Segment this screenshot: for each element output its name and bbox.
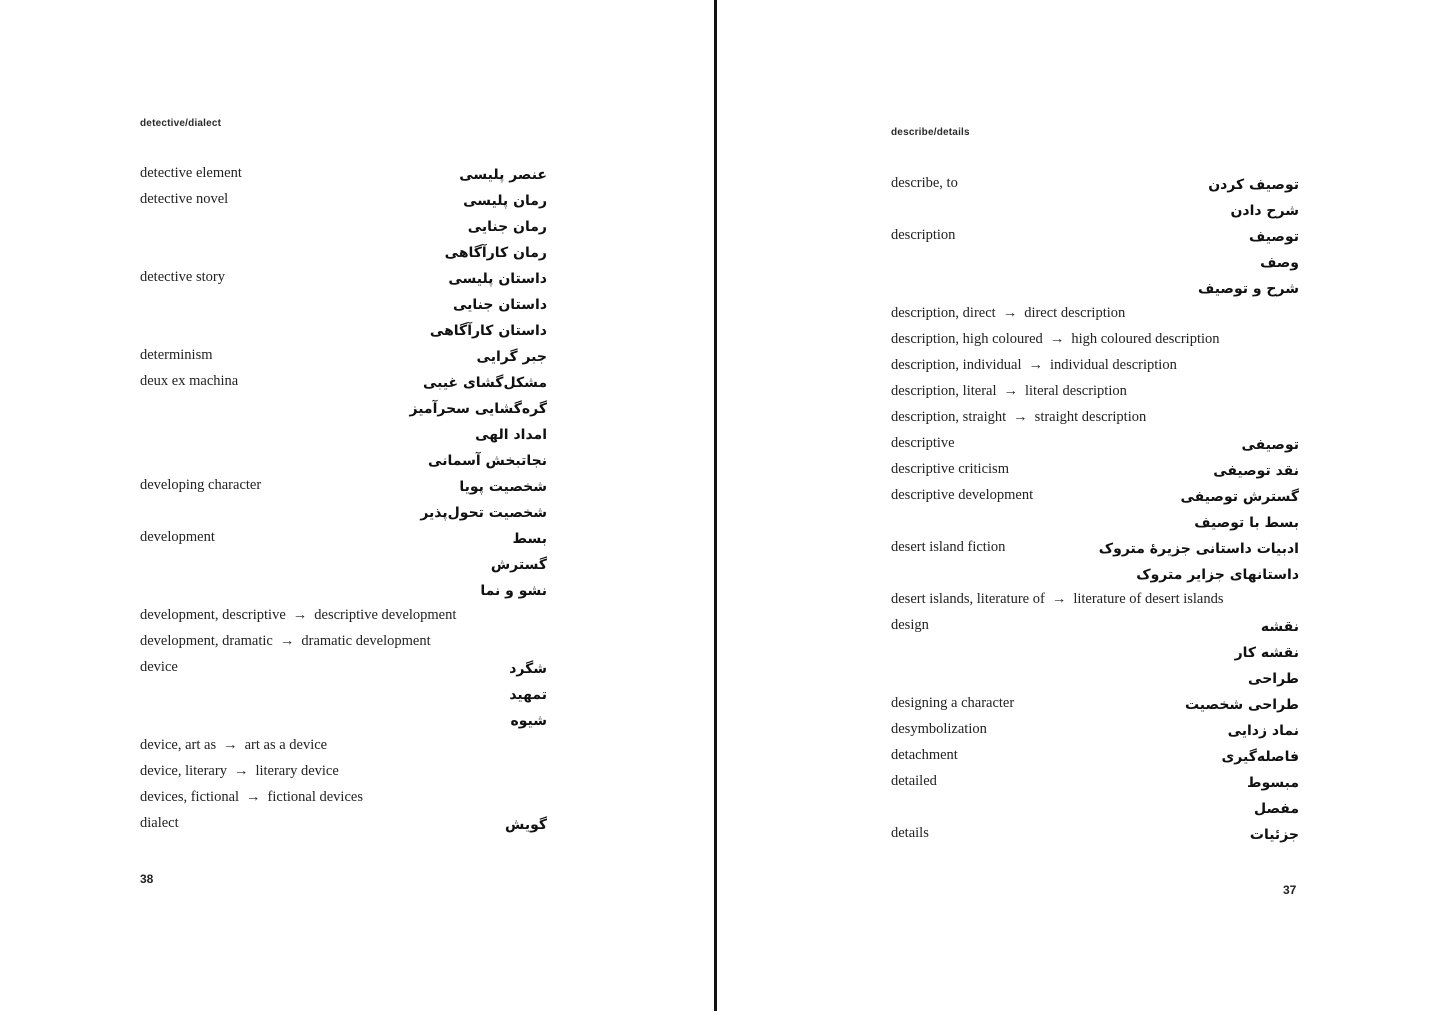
term-english: description, straight [891, 409, 1007, 425]
running-header: describe/details [891, 127, 970, 138]
glossary-entry [891, 330, 1299, 356]
glossary-entry [891, 382, 1299, 408]
glossary-entry [891, 772, 1299, 798]
term-english: description, individual [891, 357, 1022, 373]
glossary-entry [140, 346, 547, 372]
term-persian: توصیفی [1241, 437, 1299, 453]
book-gutter [714, 0, 717, 1011]
see-target-term: fictional devices [267, 789, 363, 805]
term-english: detailed [891, 773, 937, 789]
glossary-entry [140, 398, 547, 424]
term-persian: توصیف [1249, 229, 1299, 245]
see-arrow-icon: → [233, 763, 249, 779]
term-english: device, art as [140, 737, 217, 753]
term-english: description, high coloured [891, 331, 1043, 347]
glossary-entry [891, 668, 1299, 694]
glossary-entry [891, 824, 1299, 850]
glossary-entry [891, 512, 1299, 538]
cross-reference [140, 606, 456, 624]
term-persian: شیوه [510, 713, 547, 729]
term-english: details [891, 825, 929, 841]
glossary-entry [140, 788, 547, 814]
glossary-entry [140, 190, 547, 216]
see-target-term: individual description [1049, 357, 1177, 373]
see-arrow-icon: → [1002, 305, 1018, 321]
page-number: 37 [1283, 883, 1297, 897]
glossary-entries [140, 164, 547, 840]
glossary-entry [891, 278, 1299, 304]
glossary-entry [140, 242, 547, 268]
glossary-entry [891, 798, 1299, 824]
glossary-entry [140, 476, 547, 502]
term-persian: رمان کارآگاهی [444, 245, 547, 261]
term-persian: رمان پلیسی [463, 193, 547, 209]
term-persian: نقشه [1260, 619, 1299, 635]
cross-reference [891, 590, 1224, 608]
glossary-entry [891, 642, 1299, 668]
cross-reference [891, 304, 1125, 322]
term-english: describe, to [891, 175, 958, 191]
term-persian: مفصل [1253, 801, 1299, 817]
term-english: desert island fiction [891, 539, 1006, 555]
see-arrow-icon: → [292, 607, 308, 623]
see-target-term: high coloured description [1071, 331, 1220, 347]
glossary-entry [140, 814, 547, 840]
term-english: detective novel [140, 191, 229, 207]
term-persian: داستان کارآگاهی [429, 323, 547, 339]
glossary-entry [891, 356, 1299, 382]
cross-reference [140, 632, 431, 650]
see-arrow-icon: → [1013, 409, 1028, 425]
glossary-entry [891, 486, 1299, 512]
glossary-entry [140, 554, 547, 580]
see-arrow-icon: → [1051, 591, 1067, 607]
term-persian: گره‌گشایی سحرآمیز [409, 401, 547, 417]
glossary-entry [891, 408, 1299, 434]
glossary-entry [140, 606, 547, 632]
see-target-term: straight description [1034, 409, 1147, 425]
term-english: designing a character [891, 695, 1015, 711]
term-persian: جبر گرایی [476, 349, 547, 365]
see-target-term: descriptive development [314, 607, 457, 623]
term-persian: داستان پلیسی [448, 271, 547, 287]
glossary-entry [140, 632, 547, 658]
glossary-entry [140, 450, 547, 476]
term-english: development [140, 529, 215, 545]
term-english: description [891, 227, 956, 243]
glossary-entries [891, 174, 1299, 850]
term-persian: داستانهای جزایر متروک [1136, 567, 1299, 583]
term-persian: داستان جنایی [452, 297, 547, 313]
term-persian: جزئیات [1249, 827, 1299, 843]
glossary-entry [140, 216, 547, 242]
term-english: deux ex machina [140, 373, 239, 389]
term-persian: طراحی شخصیت [1184, 697, 1299, 713]
term-english: design [891, 617, 929, 633]
glossary-entry [140, 502, 547, 528]
term-english: detective element [140, 165, 242, 181]
term-english: descriptive criticism [891, 461, 1009, 477]
term-persian: گسترش توصیفی [1180, 489, 1299, 505]
term-persian: شرح و توصیف [1198, 281, 1299, 297]
glossary-entry [140, 528, 547, 554]
cross-reference [891, 382, 1127, 400]
term-persian: گسترش [490, 557, 547, 573]
cross-reference [891, 408, 1146, 426]
term-persian: نقد توصیفی [1213, 463, 1299, 479]
see-arrow-icon: → [1003, 383, 1018, 399]
see-arrow-icon: → [246, 789, 261, 805]
term-persian: ادبیات داستانی جزیرهٔ متروک [1098, 541, 1299, 557]
glossary-entry [140, 658, 547, 684]
glossary-entry [140, 268, 547, 294]
glossary-entry [891, 304, 1299, 330]
term-english: detachment [891, 747, 958, 763]
cross-reference [140, 788, 363, 806]
term-persian: طراحی [1248, 671, 1299, 687]
running-header: detective/dialect [140, 118, 222, 129]
term-persian: عنصر پلیسی [459, 167, 547, 183]
term-persian: بسط با توصیف [1194, 515, 1299, 531]
term-english: descriptive [891, 435, 955, 451]
glossary-entry [140, 736, 547, 762]
see-arrow-icon: → [279, 633, 295, 649]
see-target-term: direct description [1024, 305, 1126, 321]
term-persian: مبسوط [1247, 775, 1299, 791]
term-persian: گویش [505, 817, 547, 833]
glossary-entry [140, 320, 547, 346]
term-english: device, literary [140, 763, 227, 779]
cross-reference [891, 330, 1220, 348]
glossary-entry [140, 710, 547, 736]
term-english: development, dramatic [140, 633, 273, 649]
term-english: desert islands, literature of [891, 591, 1045, 607]
term-english: determinism [140, 347, 213, 363]
see-target-term: literal description [1025, 383, 1127, 399]
term-persian: بسط [512, 531, 547, 547]
term-persian: فاصله‌گیری [1221, 749, 1299, 765]
term-english: development, descriptive [140, 607, 286, 623]
term-persian: وصف [1260, 255, 1299, 271]
see-arrow-icon: → [1028, 357, 1043, 373]
glossary-entry [140, 424, 547, 450]
glossary-entry [891, 434, 1299, 460]
right-page [718, 0, 1431, 1011]
term-persian: نشو و نما [480, 583, 547, 599]
glossary-entry [891, 538, 1299, 564]
term-english: descriptive development [891, 487, 1034, 503]
term-persian: شگرد [509, 661, 547, 677]
page-number: 38 [140, 872, 154, 886]
term-persian: نجاتبخش آسمانی [428, 453, 547, 469]
glossary-entry [140, 164, 547, 190]
term-english: description, literal [891, 383, 997, 399]
left-page [0, 0, 714, 1011]
term-english: description, direct [891, 305, 996, 321]
term-persian: مشکل‌گشای غیبی [422, 375, 547, 391]
glossary-entry [891, 252, 1299, 278]
glossary-entry [891, 720, 1299, 746]
glossary-entry [891, 694, 1299, 720]
term-english: dialect [140, 815, 179, 831]
glossary-entry [891, 746, 1299, 772]
cross-reference [891, 356, 1177, 374]
glossary-entry [891, 616, 1299, 642]
glossary-entry [891, 590, 1299, 616]
term-persian: شخصیت پویا [459, 479, 547, 495]
term-persian: نماد زدایی [1227, 723, 1299, 739]
glossary-entry [140, 372, 547, 398]
glossary-entry [891, 226, 1299, 252]
term-english: device [140, 659, 178, 675]
term-persian: امداد الهی [475, 427, 547, 443]
term-persian: توصیف کردن [1208, 177, 1299, 193]
see-target-term: dramatic development [301, 633, 431, 649]
glossary-entry [140, 684, 547, 710]
see-target-term: literature of desert islands [1073, 591, 1224, 607]
term-english: detective story [140, 269, 225, 285]
glossary-entry [140, 294, 547, 320]
see-target-term: literary device [255, 763, 339, 779]
term-persian: نقشه کار [1234, 645, 1299, 661]
cross-reference [140, 736, 327, 754]
glossary-entry [891, 200, 1299, 226]
term-persian: شرح دادن [1230, 203, 1299, 219]
see-target-term: art as a device [244, 737, 328, 753]
glossary-entry [140, 580, 547, 606]
term-persian: تمهید [509, 687, 547, 703]
term-persian: شخصیت تحول‌پذیر [420, 505, 547, 521]
glossary-entry [891, 460, 1299, 486]
term-persian: رمان جنایی [467, 219, 547, 235]
see-arrow-icon: → [1049, 331, 1065, 347]
glossary-entry [891, 174, 1299, 200]
term-english: desymbolization [891, 721, 987, 737]
cross-reference [140, 762, 339, 780]
term-english: devices, fictional [140, 789, 240, 805]
glossary-entry [140, 762, 547, 788]
glossary-entry [891, 564, 1299, 590]
term-english: developing character [140, 477, 262, 493]
see-arrow-icon: → [223, 737, 238, 753]
